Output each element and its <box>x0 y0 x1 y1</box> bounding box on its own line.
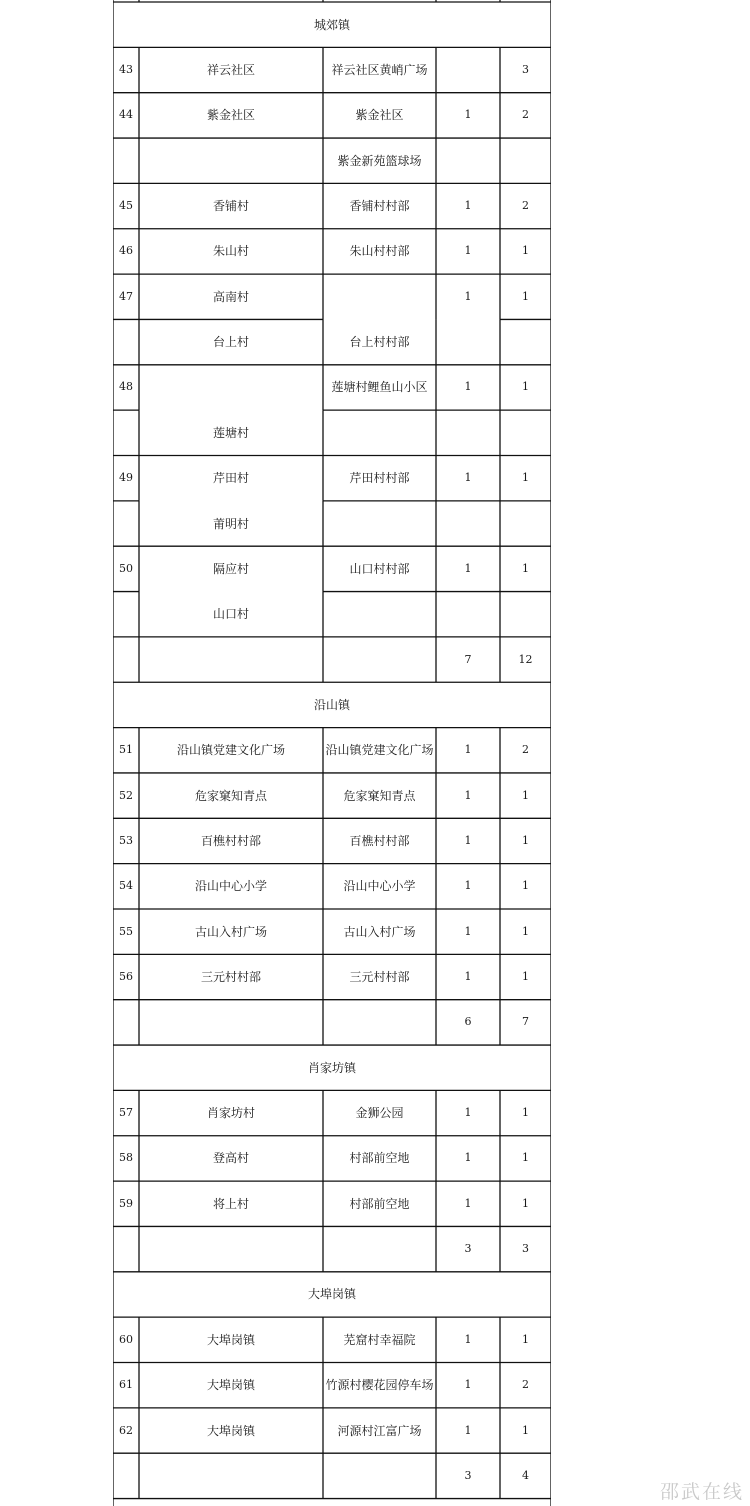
site-cell: 沿山中心小学 <box>343 879 416 894</box>
count-a-cell: 1 <box>464 199 472 213</box>
site-cell <box>323 1453 436 1498</box>
count-a-cell <box>436 501 500 546</box>
count-a-cell: 1 <box>464 970 472 984</box>
site-cell: 危家窠知青点 <box>343 788 416 803</box>
site-cell: 村部前空地 <box>349 1196 410 1211</box>
row-number: 53 <box>119 833 133 847</box>
count-b-cell: 2 <box>522 108 529 122</box>
count-a-cell: 1 <box>464 471 472 485</box>
village-cell: 沿山镇党建文化广场 <box>176 743 285 758</box>
site-cell: 朱山村村部 <box>349 244 410 259</box>
count-b-cell: 1 <box>522 970 529 984</box>
section-title: 大埠岗镇 <box>307 1287 356 1302</box>
site-cell: 沿山镇党建文化广场 <box>325 743 434 758</box>
count-b-cell: 4 <box>522 1468 529 1482</box>
count-b-cell: 1 <box>522 471 529 485</box>
count-a-cell: 7 <box>464 652 472 666</box>
count-a-cell: 1 <box>464 1106 472 1120</box>
count-a-cell: 1 <box>464 1378 472 1392</box>
section-title: 肖家坊镇 <box>307 1060 356 1075</box>
row-number: 45 <box>119 199 133 213</box>
count-b-cell: 2 <box>522 199 529 213</box>
village-cell: 大埠岗镇 <box>206 1378 255 1393</box>
count-a-cell: 3 <box>464 1468 472 1482</box>
count-a-cell: 1 <box>464 788 472 802</box>
village-cell: 祥云社区 <box>206 63 255 78</box>
count-b-cell: 1 <box>522 1151 529 1165</box>
village-cell: 朱山村 <box>212 244 249 259</box>
count-a-cell: 1 <box>464 108 472 122</box>
row-number <box>113 1000 139 1045</box>
row-number <box>113 138 139 183</box>
row-number <box>113 1453 139 1498</box>
count-a-cell: 6 <box>464 1015 472 1029</box>
site-cell: 香铺村村部 <box>349 199 410 214</box>
village-cell: 莆明村 <box>212 516 249 531</box>
count-a-cell: 1 <box>464 289 472 303</box>
site-cell: 竹源村樱花园停车场 <box>325 1378 434 1393</box>
site-cell: 台上村村部 <box>349 335 410 350</box>
row-number: 58 <box>119 1151 133 1165</box>
site-cell <box>323 1226 436 1271</box>
count-b-cell: 1 <box>522 289 529 303</box>
site-cell: 百樵村村部 <box>349 833 410 848</box>
count-b-cell: 1 <box>522 244 529 258</box>
row-number <box>113 410 139 455</box>
count-a-cell: 1 <box>464 743 472 757</box>
village-cell: 芹田村 <box>212 471 249 486</box>
village-cell: 隔应村 <box>212 561 249 576</box>
count-b-cell: 12 <box>518 652 533 666</box>
village-cell <box>139 138 323 183</box>
section-title: 城郊镇 <box>313 17 350 32</box>
count-b-cell: 1 <box>522 1106 529 1120</box>
count-b-cell: 2 <box>522 1378 529 1392</box>
village-cell <box>139 1453 323 1498</box>
count-b-cell: 1 <box>522 1196 529 1210</box>
row-number: 61 <box>119 1378 133 1392</box>
count-a-cell: 1 <box>464 879 472 893</box>
count-a-cell <box>436 138 500 183</box>
village-cell: 香铺村 <box>212 199 249 214</box>
count-a-cell: 3 <box>464 1242 472 1256</box>
row-number: 46 <box>119 244 133 258</box>
site-cell: 紫金社区 <box>355 108 404 123</box>
count-a-cell: 1 <box>464 924 472 938</box>
count-b-cell: 1 <box>522 788 529 802</box>
count-a-cell <box>436 47 500 92</box>
village-cell: 危家窠知青点 <box>194 788 267 803</box>
site-cell <box>323 1000 436 1045</box>
count-b-cell <box>500 138 551 183</box>
count-b-cell: 1 <box>522 1423 529 1437</box>
count-b-cell <box>500 501 551 546</box>
row-number: 62 <box>119 1423 133 1437</box>
row-number <box>113 1226 139 1271</box>
count-b-cell: 1 <box>522 1332 529 1346</box>
village-cell: 肖家坊村 <box>206 1106 255 1121</box>
row-number <box>113 501 139 546</box>
site-cell: 村部前空地 <box>349 1151 410 1166</box>
count-b-cell: 3 <box>522 1242 529 1256</box>
village-cell <box>139 1000 323 1045</box>
village-cell: 沿山中心小学 <box>194 879 267 894</box>
row-number: 55 <box>119 924 133 938</box>
village-cell: 登高村 <box>212 1151 249 1166</box>
site-cell: 河源村江富广场 <box>337 1423 422 1438</box>
row-number: 48 <box>119 380 133 394</box>
row-number: 56 <box>119 970 133 984</box>
site-cell <box>323 592 436 637</box>
village-cell <box>139 1226 323 1271</box>
site-cell: 祥云社区黄峭广场 <box>331 63 428 78</box>
row-number: 51 <box>119 743 133 757</box>
count-a-cell: 1 <box>464 1151 472 1165</box>
site-cell: 莲塘村鲤鱼山小区 <box>331 380 428 395</box>
count-b-cell: 1 <box>522 380 529 394</box>
row-number: 49 <box>119 471 133 485</box>
section-title: 沿山镇 <box>313 697 350 712</box>
row-number: 60 <box>119 1332 133 1346</box>
village-cell: 台上村 <box>212 335 249 350</box>
count-a-cell: 1 <box>464 561 472 575</box>
site-cell: 芜窟村幸福院 <box>343 1332 416 1347</box>
count-b-cell: 3 <box>522 63 529 77</box>
village-cell: 大埠岗镇 <box>206 1332 255 1347</box>
count-a-cell: 1 <box>464 833 472 847</box>
site-cell: 三元村村部 <box>349 970 410 985</box>
row-number: 50 <box>119 561 133 575</box>
site-cell <box>323 274 436 319</box>
village-cell: 紫金社区 <box>206 108 255 123</box>
village-cell: 高南村 <box>212 289 249 304</box>
village-cell: 将上村 <box>212 1196 249 1211</box>
count-a-cell: 1 <box>464 1332 472 1346</box>
row-number <box>113 637 139 682</box>
count-a-cell: 1 <box>464 244 472 258</box>
schedule-table <box>113 0 551 1506</box>
count-b-cell <box>500 592 551 637</box>
count-b-cell: 1 <box>522 561 529 575</box>
village-cell: 百樵村村部 <box>200 833 261 848</box>
row-number: 43 <box>119 63 133 77</box>
site-cell: 芹田村村部 <box>349 471 410 486</box>
count-a-cell <box>436 410 500 455</box>
village-cell: 山口村 <box>212 607 249 622</box>
village-cell: 古山入村广场 <box>194 924 267 939</box>
village-cell: 大埠岗镇 <box>206 1423 255 1438</box>
site-cell: 金狮公园 <box>355 1106 404 1121</box>
row-number <box>113 592 139 637</box>
count-b-cell: 2 <box>522 743 529 757</box>
site-cell: 山口村村部 <box>349 561 410 576</box>
row-number: 47 <box>119 289 133 303</box>
row-number: 44 <box>119 108 133 122</box>
count-b-cell <box>500 410 551 455</box>
count-b-cell: 1 <box>522 833 529 847</box>
site-cell <box>323 637 436 682</box>
row-number: 59 <box>119 1196 133 1210</box>
village-cell: 三元村村部 <box>200 970 261 985</box>
count-a-cell: 1 <box>464 1196 472 1210</box>
site-cell <box>323 501 436 546</box>
count-a-cell <box>436 592 500 637</box>
count-a-cell <box>436 319 500 364</box>
village-cell: 莲塘村 <box>212 425 249 440</box>
count-b-cell: 7 <box>522 1015 529 1029</box>
site-cell: 紫金新苑篮球场 <box>337 153 422 168</box>
village-cell <box>139 365 323 410</box>
count-a-cell: 1 <box>464 1423 472 1437</box>
row-number: 54 <box>119 879 133 893</box>
count-b-cell: 1 <box>522 879 529 893</box>
site-cell <box>323 410 436 455</box>
count-b-cell <box>500 319 551 364</box>
site-cell: 古山入村广场 <box>343 924 416 939</box>
watermark: 邵武在线 <box>659 1481 744 1503</box>
row-number <box>113 319 139 364</box>
count-a-cell: 1 <box>464 380 472 394</box>
row-number: 52 <box>119 788 133 802</box>
village-cell <box>139 637 323 682</box>
row-number: 57 <box>119 1106 133 1120</box>
count-b-cell: 1 <box>522 924 529 938</box>
